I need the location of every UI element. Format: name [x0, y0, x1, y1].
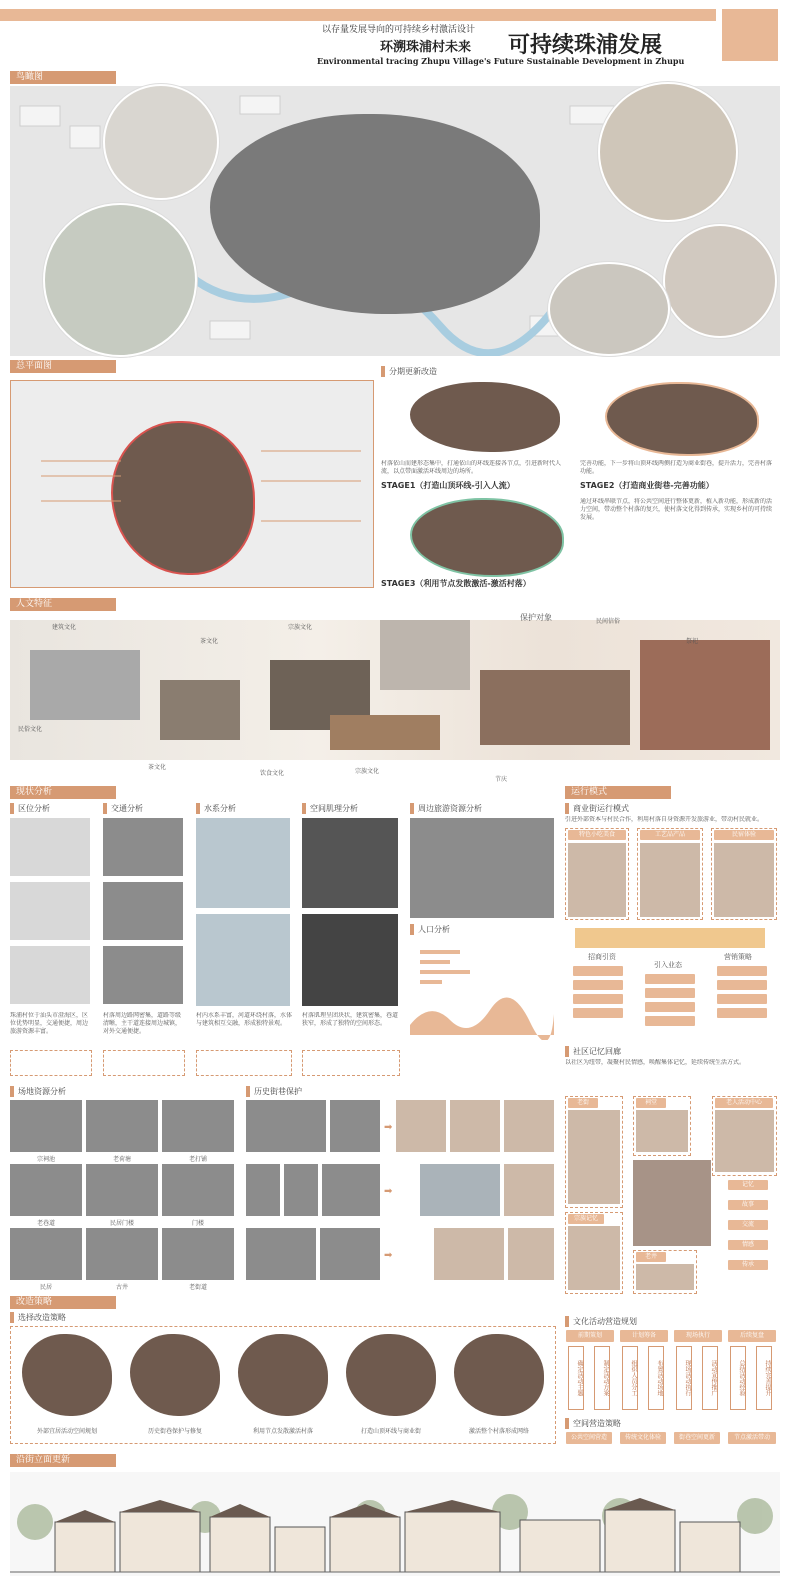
stage1-diagram	[410, 382, 560, 452]
chain-label-2: 引入业态	[654, 961, 682, 969]
memory-flow-1: 记忆	[728, 1180, 768, 1190]
strategy-caption-1: 外部宜居活动空间规划	[36, 1428, 97, 1435]
community-text: 以社区为纽带，凝聚村民情感，唤醒集体记忆，延续传统生活方式。	[565, 1059, 746, 1066]
site-caption-3: 老打铺	[188, 1156, 207, 1163]
memory-photo-3	[715, 1110, 774, 1172]
commercial-photo-3	[714, 843, 774, 917]
arrow-1: ➡	[384, 1122, 393, 1133]
community-header: 社区记忆回廊	[565, 1046, 621, 1057]
commercial-photo-1	[568, 843, 626, 917]
street-after-5	[504, 1164, 554, 1216]
site-photo-7	[10, 1228, 82, 1280]
culture-img-building	[30, 650, 140, 720]
street-after-1	[396, 1100, 446, 1152]
commercial-text: 引进外部资本与村民合作，利用村落自身资源开发旅游业，带动村民就业。	[565, 816, 764, 823]
site-photo-4	[10, 1164, 82, 1216]
strategy-caption-2: 历史街巷保护与修复	[147, 1428, 202, 1435]
site-caption-9: 老街道	[188, 1284, 207, 1291]
culture-label-top-5: 民间信俗	[596, 618, 621, 625]
events-phase-4: 后续复盘	[728, 1330, 776, 1342]
space-text: 村落肌理呈团块状，建筑密集，巷道狭窄，形成了独特的空间形态。	[302, 1012, 399, 1027]
culture-img-food	[330, 715, 440, 750]
event-col-1: 确定活动主题	[568, 1346, 584, 1410]
site-caption-7: 民居	[39, 1284, 52, 1291]
event-col-8: 持续完善提升	[756, 1346, 772, 1410]
arrow-3: ➡	[384, 1250, 393, 1261]
event-col-6: 活动宣传推广	[702, 1346, 718, 1410]
traffic-map-2	[103, 882, 183, 940]
commercial-flow-band	[575, 928, 765, 948]
question-box-1	[10, 1050, 92, 1076]
culture-label-top-6: 祭祀	[686, 638, 699, 645]
operation-header: 运行模式	[565, 786, 671, 799]
culture-label-top-3: 宗族文化	[288, 624, 313, 631]
street-before-2	[330, 1100, 380, 1152]
memory-label-1: 老街	[568, 1098, 598, 1108]
stage2-diagram	[605, 382, 759, 456]
memory-label-2: 祠堂	[636, 1098, 666, 1108]
culture-img-tower	[380, 620, 470, 690]
culture-label-top-2: 茶文化	[200, 638, 219, 645]
facade-header: 沿街立面更新	[10, 1454, 116, 1467]
water-map-2	[196, 914, 290, 1006]
space-map-1	[302, 818, 398, 908]
street-after-6	[434, 1228, 504, 1280]
culture-label-bottom-5: 节庆	[495, 776, 508, 783]
location-text: 珠浦村位于汕头市澄海区，区位优势明显，交通便捷，周边旅游资源丰富。	[10, 1012, 89, 1035]
commercial-header: 商业街运行模式	[565, 803, 629, 814]
master-plan-map	[10, 380, 374, 588]
tourism-map	[410, 818, 554, 918]
events-phase-2: 计划筹备	[620, 1330, 668, 1342]
space-step-2: 传统文化体验	[620, 1432, 666, 1444]
culture-label-bottom-4: 宗族文化	[355, 768, 380, 775]
memory-photo-1	[568, 1110, 620, 1204]
culture-label-top-1: 建筑文化	[52, 624, 77, 631]
stage3-text: 通过环线串联节点，将公共空间进行整体更新，植入新功能，形成新的活力空间，带动整个村落的复兴，使村落文化得到传承，实现乡村的可持续发展。	[580, 498, 773, 521]
aerial-view-2	[43, 203, 197, 357]
culture-collage	[10, 620, 780, 760]
water-map-1	[196, 818, 290, 908]
event-col-7: 总结活动经验	[730, 1346, 746, 1410]
population-chart	[410, 940, 554, 1040]
water-text: 村内水系丰富，河道环绕村落，水体与建筑相互交融，形成独特景观。	[196, 1012, 292, 1027]
commercial-card-label-2: 工艺品产品	[640, 830, 700, 840]
aerial-section-header: 鸟瞰图	[10, 71, 116, 84]
location-map-1	[10, 818, 90, 876]
tab-population: 人口分析	[410, 924, 450, 935]
stage1-text: 村落依山而建形态集中，打通依山的环线连接各节点，引进新时代人流，以点带面激活环线周边的场所。	[381, 460, 562, 475]
strategy-caption-4: 打造山顶环线与商业街	[360, 1428, 421, 1435]
commercial-photo-2	[640, 843, 700, 917]
culture-label-protect: 保护对象	[520, 613, 552, 622]
staged-renewal-header: 分期更新改造	[381, 366, 437, 377]
culture-header: 人文特征	[10, 598, 116, 611]
historic-streets-header: 历史街巷保护	[246, 1086, 302, 1097]
stage3-label: STAGE3（利用节点发散激活-激活村落）	[381, 579, 531, 588]
memory-collage	[633, 1160, 711, 1246]
location-map-2	[10, 882, 90, 940]
arrow-2: ➡	[384, 1186, 393, 1197]
header-right-box	[722, 9, 778, 61]
aerial-view-1	[103, 84, 219, 200]
memory-flow-2: 故事	[728, 1200, 768, 1210]
street-before-5	[322, 1164, 380, 1216]
current-header: 现状分析	[10, 786, 116, 799]
aerial-view-5	[548, 262, 670, 356]
site-photo-5	[86, 1164, 158, 1216]
street-after-2	[450, 1100, 500, 1152]
street-before-6	[246, 1228, 316, 1280]
stage2-text: 完善功能，下一步将山顶环线两侧打造为商业街巷，提升活力，完善村落功能。	[580, 460, 773, 475]
site-caption-8: 古井	[115, 1284, 128, 1291]
site-photo-2	[86, 1100, 158, 1152]
question-box-3	[196, 1050, 292, 1076]
site-resources-header: 场地资源分析	[10, 1086, 66, 1097]
stage2-label: STAGE2（打造商业街巷-完善功能）	[580, 481, 714, 490]
site-photo-6	[162, 1164, 234, 1216]
master-plan-header: 总平面图	[10, 360, 116, 373]
site-photo-8	[86, 1228, 158, 1280]
site-caption-5: 民居门楼	[109, 1220, 134, 1227]
traffic-map-1	[103, 818, 183, 876]
space-step-3: 街巷空间更新	[674, 1432, 720, 1444]
street-after-3	[504, 1100, 554, 1152]
culture-img-festival	[640, 640, 770, 750]
memory-flow-3: 交流	[728, 1220, 768, 1230]
header-subtitle: 以存量发展导向的可持续乡村激活设计	[322, 25, 476, 35]
site-photo-3	[162, 1100, 234, 1152]
aerial-view-3	[598, 82, 738, 222]
memory-photo-2	[636, 1110, 688, 1152]
space-map-2	[302, 914, 398, 1006]
event-col-3: 组织人员分工	[622, 1346, 638, 1410]
strategy-header: 改造策略	[10, 1296, 116, 1309]
event-col-4: 布置活动场地	[648, 1346, 664, 1410]
memory-flow-4: 情感	[728, 1240, 768, 1250]
commercial-card-label-1: 特色小吃美食	[568, 830, 626, 840]
culture-img-tea	[160, 680, 240, 740]
traffic-map-3	[103, 946, 183, 1004]
tab-location: 区位分析	[10, 803, 50, 814]
culture-label-bottom-2: 茶文化	[148, 764, 167, 771]
tab-traffic: 交通分析	[103, 803, 143, 814]
street-after-7	[508, 1228, 554, 1280]
strategy-caption-5: 激活整个村落形成网络	[468, 1428, 529, 1435]
memory-label-5: 老井	[636, 1252, 666, 1262]
event-col-5: 现场活动执行	[676, 1346, 692, 1410]
street-before-3	[246, 1164, 280, 1216]
space-step-4: 节点激活带动	[728, 1432, 776, 1444]
question-box-4	[302, 1050, 400, 1076]
header-top-bar	[0, 9, 716, 21]
street-before-7	[320, 1228, 380, 1280]
space-header: 空间营造策略	[565, 1418, 621, 1429]
site-caption-2: 老荷塘	[112, 1156, 131, 1163]
header-title-en: Environmental tracing Zhupu Village's Future Sustainable Development in Zhupu	[317, 56, 685, 66]
events-phase-3: 现场执行	[674, 1330, 722, 1342]
location-map-3	[10, 946, 90, 1004]
memory-label-4: 宗族记忆	[568, 1214, 604, 1224]
site-caption-1: 宗祠池	[36, 1156, 55, 1163]
chain-pills	[565, 966, 777, 1036]
memory-photo-4	[568, 1226, 620, 1290]
header-title-small: 环溯珠浦村未来	[380, 40, 472, 55]
street-before-4	[284, 1164, 318, 1216]
question-box-2	[103, 1050, 185, 1076]
events-header: 文化活动营造规划	[565, 1316, 637, 1327]
tab-space: 空间肌理分析	[302, 803, 358, 814]
site-caption-6: 门楼	[191, 1220, 204, 1227]
chain-label-3: 营销策略	[724, 953, 752, 961]
street-before-1	[246, 1100, 326, 1152]
tab-water: 水系分析	[196, 803, 236, 814]
tab-tourism: 周边旅游资源分析	[410, 803, 482, 814]
stage1-label: STAGE1（打造山顶环线-引入人流）	[381, 481, 515, 490]
culture-label-bottom-1: 民俗文化	[18, 726, 43, 733]
stage3-diagram	[410, 498, 564, 577]
site-photo-9	[162, 1228, 234, 1280]
site-photo-1	[10, 1100, 82, 1152]
traffic-text: 村落周边路网密集，道路等级清晰，主干道连接周边城镇，对外交通便捷。	[103, 1012, 182, 1035]
commercial-card-label-3: 民宿体验	[714, 830, 774, 840]
aerial-view-4	[663, 224, 777, 338]
street-after-4	[420, 1164, 500, 1216]
facade-elevation	[10, 1472, 780, 1576]
strategy-caption-3: 利用节点发散激活村落	[252, 1428, 313, 1435]
culture-img-temple	[480, 670, 630, 745]
strategy-subheader: 选择改造策略	[10, 1312, 66, 1323]
chain-label-1: 招商引资	[588, 953, 616, 961]
culture-label-bottom-3: 饮食文化	[260, 770, 285, 777]
memory-label-3: 老人活动中心	[715, 1098, 773, 1108]
space-step-1: 公共空间营造	[566, 1432, 612, 1444]
site-caption-4: 老巷道	[36, 1220, 55, 1227]
memory-flow-5: 传承	[728, 1260, 768, 1270]
memory-photo-5	[636, 1264, 694, 1290]
event-col-2: 制定活动方案	[594, 1346, 610, 1410]
events-phase-1: 前期策划	[566, 1330, 614, 1342]
header-title-large: 可持续珠浦发展	[508, 33, 663, 58]
